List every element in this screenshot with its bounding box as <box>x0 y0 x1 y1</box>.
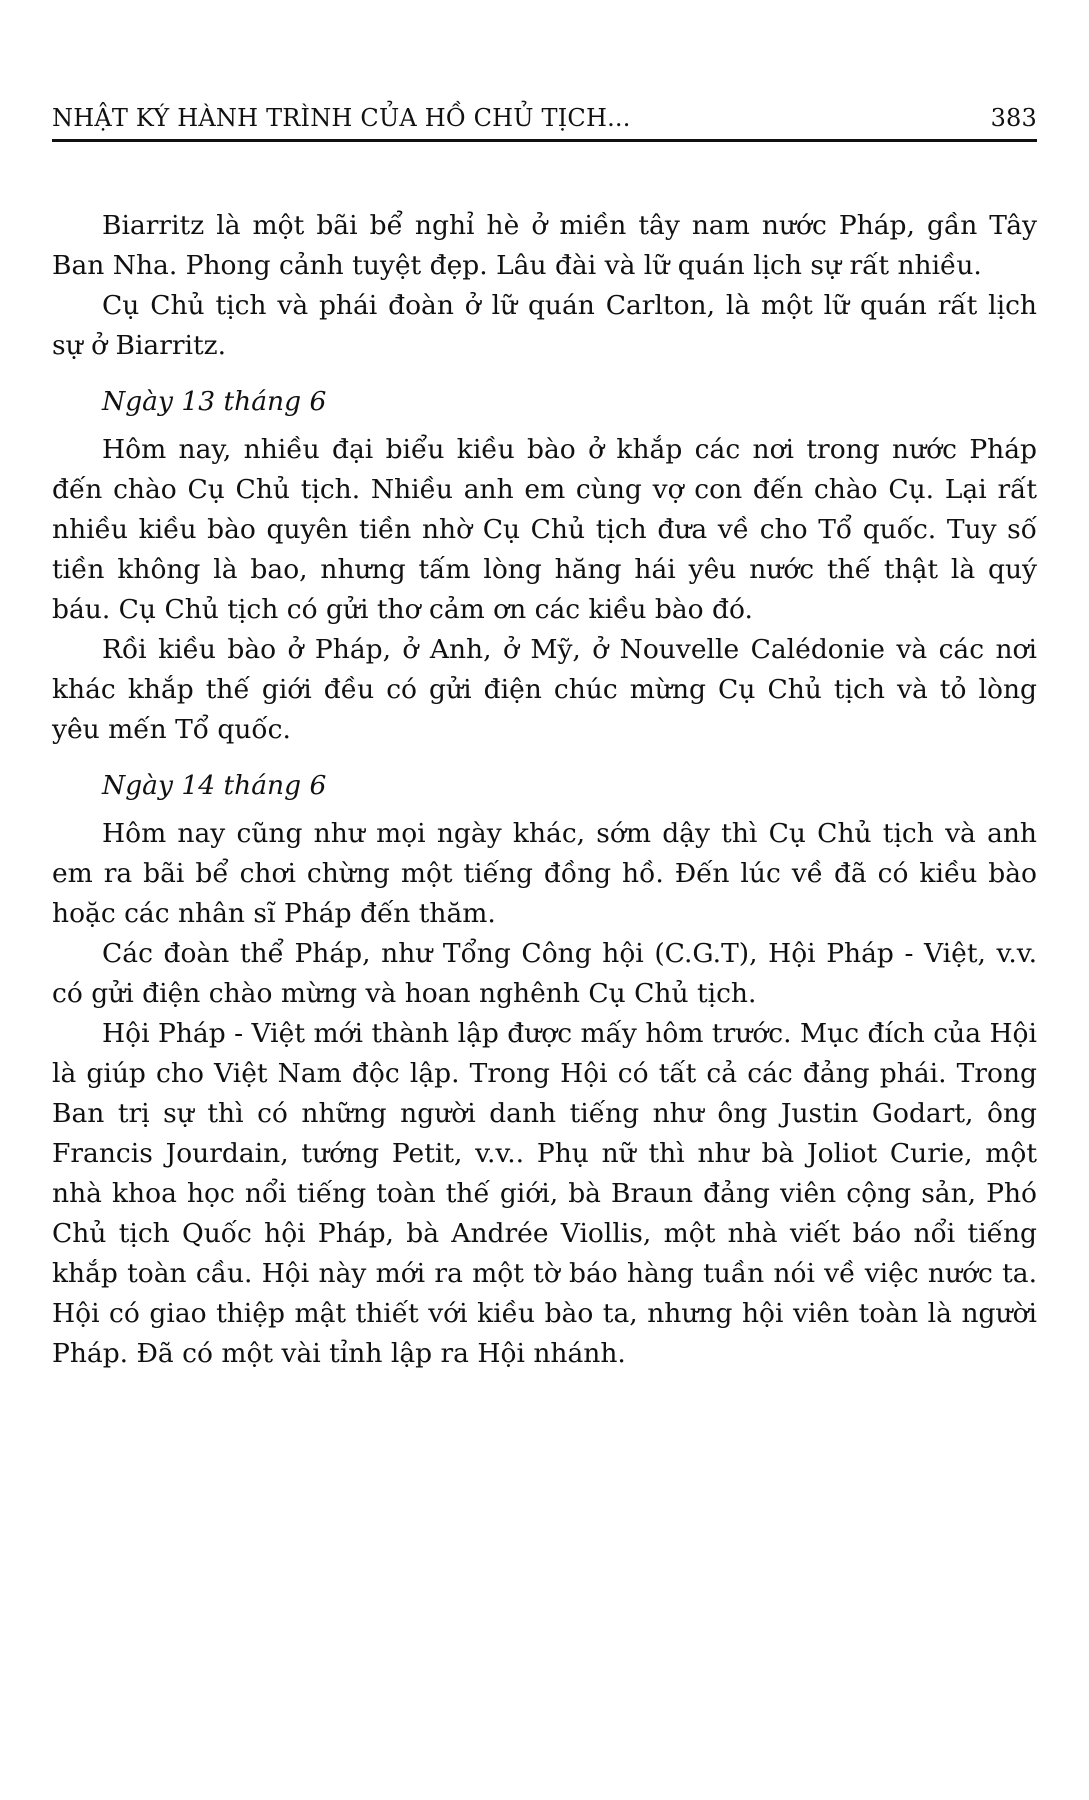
page-number: 383 <box>990 104 1037 132</box>
paragraph: Hôm nay, nhiều đại biểu kiều bào ở khắp các nơi trong nước Pháp đến chào Cụ Chủ tịch. Nhiều anh em cùng vợ con đến chào Cụ. Lại rất nhiều kiều bào quyên tiền nhờ Cụ Chủ tịch đưa về cho Tổ quốc. Tuy số tiền không là bao, nhưng tấm lòng hăng hái yêu nước thế thật là quý báu. Cụ Chủ tịch có gửi thơ cảm ơn các kiều bào đó. <box>52 434 1037 625</box>
running-header <box>52 92 1037 132</box>
date-heading: Ngày 13 tháng 6 <box>102 386 327 417</box>
header-rule <box>52 139 1037 142</box>
running-title: NHẬT KÝ HÀNH TRÌNH CỦA HỒ CHỦ TỊCH... <box>52 104 631 132</box>
paragraph: Cụ Chủ tịch và phái đoàn ở lữ quán Carlton, là một lữ quán rất lịch sự ở Biarritz. <box>52 290 1037 361</box>
body-text <box>52 206 1037 1374</box>
paragraph: Hôm nay cũng như mọi ngày khác, sớm dậy thì Cụ Chủ tịch và anh em ra bãi bể chơi chừng một tiếng đồng hồ. Đến lúc về đã có kiều bào hoặc các nhân sĩ Pháp đến thăm. <box>52 818 1037 929</box>
paragraph: Các đoàn thể Pháp, như Tổng Công hội (C.G.T), Hội Pháp - Việt, v.v. có gửi điện chào mừng và hoan nghênh Cụ Chủ tịch. <box>52 938 1037 1009</box>
date-heading: Ngày 14 tháng 6 <box>102 770 327 801</box>
paragraph: Rồi kiều bào ở Pháp, ở Anh, ở Mỹ, ở Nouvelle Calédonie và các nơi khác khắp thế giới đều có gửi điện chúc mừng Cụ Chủ tịch và tỏ lòng yêu mến Tổ quốc. <box>52 634 1037 745</box>
paragraph: Biarritz là một bãi bể nghỉ hè ở miền tây nam nước Pháp, gần Tây Ban Nha. Phong cảnh tuyệt đẹp. Lâu đài và lữ quán lịch sự rất nhiều. <box>52 210 1037 281</box>
paragraph: Hội Pháp - Việt mới thành lập được mấy hôm trước. Mục đích của Hội là giúp cho Việt Nam độc lập. Trong Hội có tất cả các đảng phái. Trong Ban trị sự thì có những người danh tiếng như ông Justin Godart, ông Francis Jourdain, tướng Petit, v.v.. Phụ nữ thì như bà Joliot Curie, một nhà khoa học nổi tiếng toàn thế giới, bà Braun đảng viên cộng sản, Phó Chủ tịch Quốc hội Pháp, bà Andrée Viollis, một nhà viết báo nổi tiếng khắp toàn cầu. Hội này mới ra một tờ báo hàng tuần nói về việc nước ta. Hội có giao thiệp mật thiết với kiều bào ta, nhưng hội viên toàn là người Pháp. Đã có một vài tỉnh lập ra Hội nhánh. <box>52 1018 1037 1369</box>
